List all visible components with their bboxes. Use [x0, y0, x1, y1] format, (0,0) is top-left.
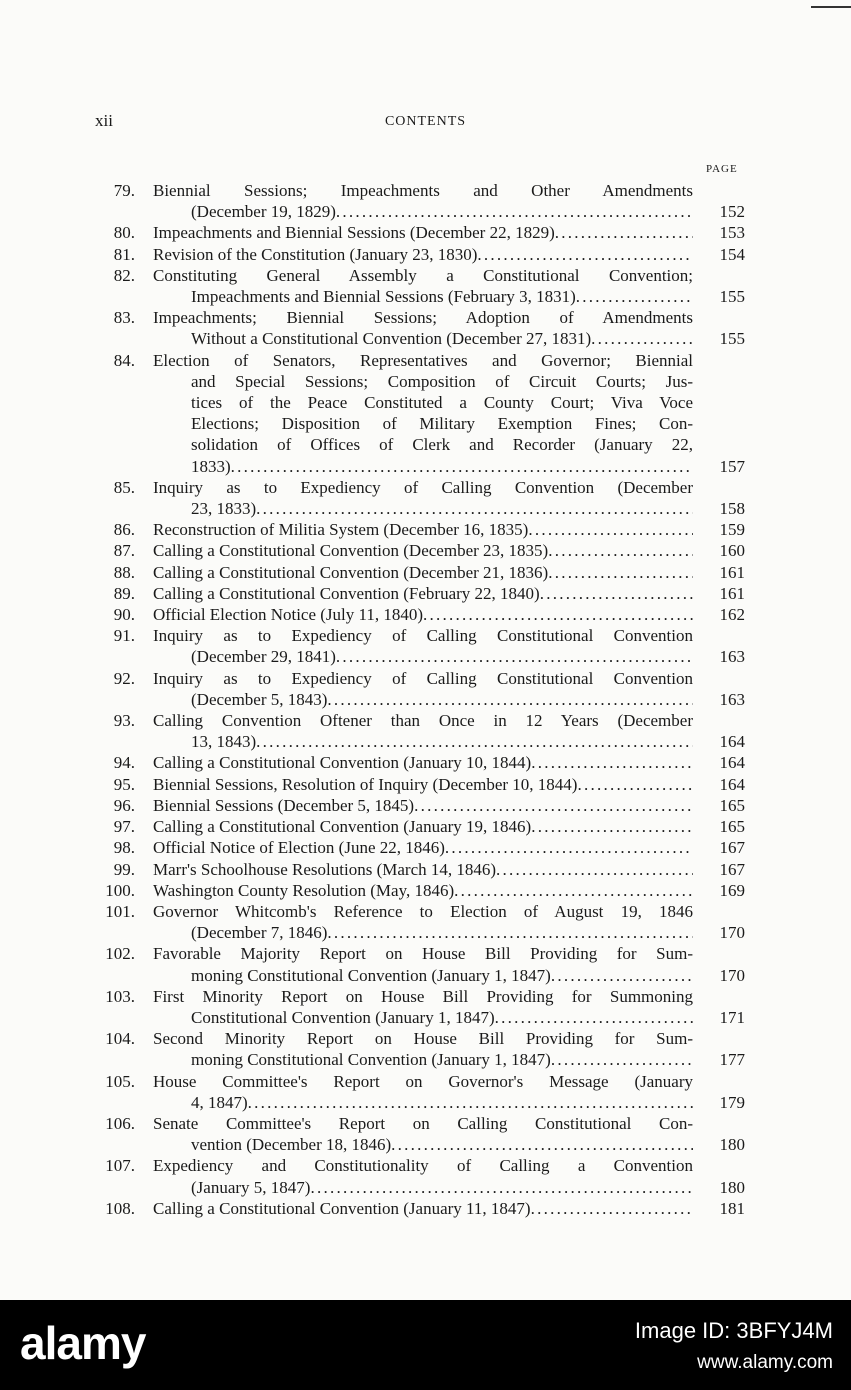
entry-title-text: Governor Whitcomb's Reference to Election of August 19, 1846: [153, 901, 693, 921]
toc-entry: [95, 880, 745, 901]
entry-title-text: Marr's Schoolhouse Resolutions (March 14, 1846): [153, 859, 497, 879]
entry-title-text: Inquiry as to Expediency of Calling Convention (December: [153, 477, 693, 497]
entry-title-line: [153, 1198, 693, 1219]
entry-title-text: 4, 1847): [191, 1092, 248, 1112]
dot-leader: [248, 1092, 693, 1113]
toc-entry: [95, 774, 745, 795]
entry-title-line: [153, 965, 693, 986]
entry-number: 81.: [113, 244, 135, 264]
entry-number: 96.: [113, 795, 135, 815]
entry-title-text: solidation of Offices of Clerk and Recorder (January 22,: [191, 435, 693, 455]
page-folio: xii: [95, 111, 113, 130]
entry-page-number: 164: [719, 732, 745, 752]
dot-leader: [310, 1177, 693, 1198]
entry-title-text: 1833): [191, 456, 231, 476]
entry-title-line: [153, 795, 693, 816]
entry-number: 88.: [113, 562, 135, 582]
entry-number: 85.: [113, 477, 135, 497]
table-of-contents: [95, 180, 745, 1219]
toc-entry: [95, 901, 745, 943]
entry-title-line: [153, 731, 693, 752]
entry-title-text: Expediency and Constitutionality of Calling a Convention: [153, 1156, 693, 1176]
entry-title-line: [153, 625, 693, 646]
entry-title-text: Favorable Majority Report on House Bill Providing for Sum-: [153, 944, 693, 964]
entry-title-line: [153, 986, 693, 1007]
entry-title-text: Revision of the Constitution (January 23, 1830): [153, 244, 478, 264]
toc-entry: [95, 1071, 745, 1113]
toc-entry: [95, 265, 745, 307]
entry-page-number: 164: [719, 753, 745, 773]
entry-title-line: [153, 668, 693, 689]
entry-page-number: 162: [719, 605, 745, 625]
entry-title-text: Calling a Constitutional Convention (January 19, 1846): [153, 817, 532, 837]
toc-entry: [95, 837, 745, 858]
toc-entry: [95, 244, 745, 265]
dot-leader: [336, 646, 693, 667]
dot-leader: [540, 583, 693, 604]
entry-page-number: 167: [719, 859, 745, 879]
entry-title-line: [153, 1049, 693, 1070]
dot-leader: [531, 1198, 693, 1219]
entry-number: 105.: [105, 1071, 135, 1091]
entry-title-text: (January 5, 1847): [191, 1177, 311, 1197]
entry-number: 84.: [113, 350, 135, 370]
entry-number: 102.: [105, 944, 135, 964]
entry-number: 99.: [113, 859, 135, 879]
entry-title-line: [153, 943, 693, 964]
toc-entry: [95, 540, 745, 561]
entry-title-text: Constituting General Assembly a Constitutional Convention;: [153, 265, 693, 285]
entry-number: 95.: [113, 774, 135, 794]
entry-number: 80.: [113, 223, 135, 243]
entry-title-line: [153, 286, 693, 307]
entry-number: 98.: [113, 838, 135, 858]
entry-title-line: [153, 350, 693, 371]
toc-entry: [95, 1198, 745, 1219]
entry-page-number: 164: [719, 774, 745, 794]
entry-number: 97.: [113, 817, 135, 837]
entry-title-line: [153, 244, 693, 265]
entry-title-line: [153, 604, 693, 625]
entry-title-line: [153, 922, 693, 943]
entry-number: 92.: [113, 668, 135, 688]
entry-title-line: [153, 774, 693, 795]
entry-title-line: [153, 265, 693, 286]
entry-title-text: moning Constitutional Convention (January 1, 1847): [191, 965, 551, 985]
entry-title-line: [153, 456, 693, 477]
footer-url: www.alamy.com: [697, 1352, 833, 1373]
entry-title-line: [153, 1177, 693, 1198]
toc-entry: [95, 668, 745, 710]
entry-title-text: Calling a Constitutional Convention (February 22, 1840): [153, 583, 540, 603]
dot-leader: [477, 244, 693, 265]
dot-leader: [548, 562, 693, 583]
entry-title-text: Impeachments; Biennial Sessions; Adoption of Amendments: [153, 308, 693, 328]
toc-entry: [95, 752, 745, 773]
entry-title-text: Impeachments and Biennial Sessions (February 3, 1831): [191, 287, 576, 307]
entry-number: 101.: [105, 901, 135, 921]
toc-entry: [95, 795, 745, 816]
dot-leader: [591, 328, 693, 349]
entry-number: 106.: [105, 1113, 135, 1133]
entry-title-line: [153, 689, 693, 710]
entry-title-text: (December 5, 1843): [191, 689, 328, 709]
toc-entry: [95, 1113, 745, 1155]
dot-leader: [576, 286, 693, 307]
entry-number: 79.: [113, 181, 135, 200]
entry-page-number: 155: [719, 329, 745, 349]
entry-title-text: vention (December 18, 1846): [191, 1135, 392, 1155]
entry-page-number: 171: [719, 1007, 745, 1027]
dot-leader: [528, 519, 693, 540]
entry-page-number: 160: [719, 541, 745, 561]
toc-entry: [95, 986, 745, 1028]
running-head: CONTENTS: [384, 114, 467, 129]
entry-title-text: (December 29, 1841): [191, 647, 336, 667]
entry-title-text: Biennial Sessions (December 5, 1845): [153, 795, 415, 815]
entry-title-text: First Minority Report on House Bill Providing for Summoning: [153, 986, 693, 1006]
dot-leader: [414, 795, 693, 816]
dot-leader: [577, 774, 693, 795]
toc-entry: [95, 604, 745, 625]
entry-title-text: Calling Convention Oftener than Once in 12 Years (December: [153, 711, 693, 731]
entry-title-line: [153, 901, 693, 922]
entry-number: 82.: [113, 265, 135, 285]
entry-title-line: [153, 307, 693, 328]
entry-title-line: [153, 562, 693, 583]
dot-leader: [327, 689, 693, 710]
entry-page-number: 158: [719, 499, 745, 519]
toc-entry: [95, 1155, 745, 1197]
entry-title-text: Biennial Sessions, Resolution of Inquiry (December 10, 1844): [153, 774, 578, 794]
toc-entry: [95, 625, 745, 667]
toc-entry: [95, 477, 745, 519]
entry-page-number: 167: [719, 838, 745, 858]
dot-leader: [445, 837, 693, 858]
dot-leader: [256, 498, 693, 519]
entry-title-text: moning Constitutional Convention (January 1, 1847): [191, 1050, 551, 1070]
dot-leader: [391, 1134, 693, 1155]
entry-page-number: 170: [719, 923, 745, 943]
toc-entry: [95, 307, 745, 349]
entry-title-line: [153, 1113, 693, 1134]
entry-title-text: tices of the Peace Constituted a County Court; Viva Voce: [191, 393, 693, 413]
dot-leader: [336, 201, 693, 222]
entry-title-line: [153, 859, 693, 880]
toc-entry: [95, 943, 745, 985]
entry-title-line: [153, 540, 693, 561]
entry-title-line: [153, 434, 693, 455]
entry-page-number: 177: [719, 1050, 745, 1070]
entry-number: 103.: [105, 986, 135, 1006]
entry-title-text: and Special Sessions; Composition of Circuit Courts; Jus-: [191, 371, 693, 391]
entry-title-line: [153, 477, 693, 498]
entry-title-line: [153, 583, 693, 604]
dot-leader: [327, 922, 693, 943]
toc-entry: [95, 816, 745, 837]
entry-title-text: Calling a Constitutional Convention (January 11, 1847): [153, 1198, 531, 1218]
entry-title-text: Washington County Resolution (May, 1846): [153, 880, 455, 900]
toc-entry: [95, 350, 745, 477]
entry-page-number: 165: [719, 795, 745, 815]
page-column-label: PAGE: [706, 163, 738, 175]
entry-number: 108.: [105, 1198, 135, 1218]
entry-title-text: 13, 1843): [191, 732, 257, 752]
entry-page-number: 169: [719, 880, 745, 900]
image-id: Image ID: 3BFYJ4M: [634, 1318, 833, 1343]
entry-title-line: [153, 1071, 693, 1092]
entry-number: 87.: [113, 541, 135, 561]
entry-title-text: Reconstruction of Militia System (December 16, 1835): [153, 520, 529, 540]
entry-title-line: [153, 816, 693, 837]
dot-leader: [496, 859, 693, 880]
entry-number: 91.: [113, 626, 135, 646]
entry-title-text: Calling a Constitutional Convention (December 23, 1835): [153, 541, 549, 561]
entry-title-line: [153, 752, 693, 773]
entry-page-number: 165: [719, 817, 745, 837]
dot-leader: [531, 816, 693, 837]
entry-title-text: Calling a Constitutional Convention (January 10, 1844): [153, 753, 532, 773]
entry-number: 100.: [105, 880, 135, 900]
entry-page-number: 181: [719, 1198, 745, 1218]
entry-title-line: [153, 1007, 693, 1028]
entry-title-line: [153, 222, 693, 243]
dot-leader: [423, 604, 693, 625]
entry-title-text: Inquiry as to Expediency of Calling Constitutional Convention: [153, 668, 693, 688]
entry-title-line: [153, 837, 693, 858]
entry-number: 93.: [113, 711, 135, 731]
entry-page-number: 161: [719, 562, 745, 582]
entry-title-line: [153, 880, 693, 901]
entry-title-text: Without a Constitutional Convention (December 27, 1831): [191, 329, 592, 349]
entry-title-text: Elections; Disposition of Military Exemption Fines; Con-: [191, 414, 693, 434]
entry-number: 90.: [113, 605, 135, 625]
dot-leader: [555, 222, 693, 243]
toc-entry: [95, 710, 745, 752]
entry-title-text: Impeachments and Biennial Sessions (December 22, 1829): [153, 223, 555, 243]
entry-number: 86.: [113, 520, 135, 540]
dot-leader: [551, 1049, 693, 1070]
entry-title-line: [153, 1092, 693, 1113]
toc-entry: [95, 180, 745, 222]
entry-page-number: 180: [719, 1177, 745, 1197]
dot-leader: [548, 540, 693, 561]
entry-page-number: 155: [719, 287, 745, 307]
entry-title-line: [153, 646, 693, 667]
entry-page-number: 180: [719, 1135, 745, 1155]
entry-page-number: 161: [719, 583, 745, 603]
toc-entry: [95, 1028, 745, 1070]
entry-page-number: 157: [719, 456, 745, 476]
entry-title-line: [153, 1155, 693, 1176]
entry-number: 83.: [113, 308, 135, 328]
entry-title-line: [153, 201, 693, 222]
entry-title-text: Second Minority Report on House Bill Providing for Sum-: [153, 1029, 693, 1049]
dot-leader: [231, 456, 693, 477]
entry-title-text: Senate Committee's Report on Calling Constitutional Con-: [153, 1113, 693, 1133]
toc-entry: [95, 222, 745, 243]
entry-title-line: [153, 710, 693, 731]
entry-number: 89.: [113, 583, 135, 603]
entry-title-line: [153, 371, 693, 392]
entry-title-text: Calling a Constitutional Convention (December 21, 1836): [153, 562, 549, 582]
entry-title-line: [153, 1028, 693, 1049]
entry-title-line: [153, 498, 693, 519]
entry-page-number: 170: [719, 965, 745, 985]
entry-page-number: 179: [719, 1092, 745, 1112]
scan-edge-mark: [811, 6, 851, 8]
entry-page-number: 152: [719, 202, 745, 222]
toc-entry: [95, 562, 745, 583]
entry-number: 104.: [105, 1029, 135, 1049]
entry-page-number: 163: [719, 689, 745, 709]
entry-title-line: [153, 413, 693, 434]
dot-leader: [495, 1007, 693, 1028]
entry-title-line: [153, 1134, 693, 1155]
entry-page-number: 154: [719, 244, 745, 264]
entry-title-text: Biennial Sessions; Impeachments and Other Amendments: [153, 181, 693, 200]
entry-page-number: 163: [719, 647, 745, 667]
entry-title-text: Official Notice of Election (June 22, 1846): [153, 838, 445, 858]
entry-title-line: [153, 180, 693, 201]
entry-title-line: [153, 519, 693, 540]
dot-leader: [551, 965, 693, 986]
entry-title-text: 23, 1833): [191, 499, 257, 519]
entry-number: 107.: [105, 1156, 135, 1176]
dot-leader: [256, 731, 693, 752]
toc-entry: [95, 583, 745, 604]
entry-title-text: (December 7, 1846): [191, 923, 328, 943]
entry-title-text: Election of Senators, Representatives and Governor; Biennial: [153, 350, 693, 370]
toc-entry: [95, 519, 745, 540]
dot-leader: [454, 880, 693, 901]
entry-title-text: Inquiry as to Expediency of Calling Constitutional Convention: [153, 626, 693, 646]
entry-title-text: Official Election Notice (July 11, 1840): [153, 605, 424, 625]
entry-title-line: [153, 392, 693, 413]
entry-number: 94.: [113, 753, 135, 773]
toc-entry: [95, 859, 745, 880]
entry-title-text: (December 19, 1829): [191, 202, 336, 222]
entry-page-number: 153: [719, 223, 745, 243]
entry-page-number: 159: [719, 520, 745, 540]
entry-title-text: Constitutional Convention (January 1, 1847): [191, 1007, 495, 1027]
entry-title-line: [153, 328, 693, 349]
dot-leader: [531, 752, 693, 773]
watermark-footer: [0, 1300, 851, 1390]
entry-title-text: House Committee's Report on Governor's Message (January: [153, 1071, 693, 1091]
alamy-logo: alamy: [20, 1317, 146, 1369]
